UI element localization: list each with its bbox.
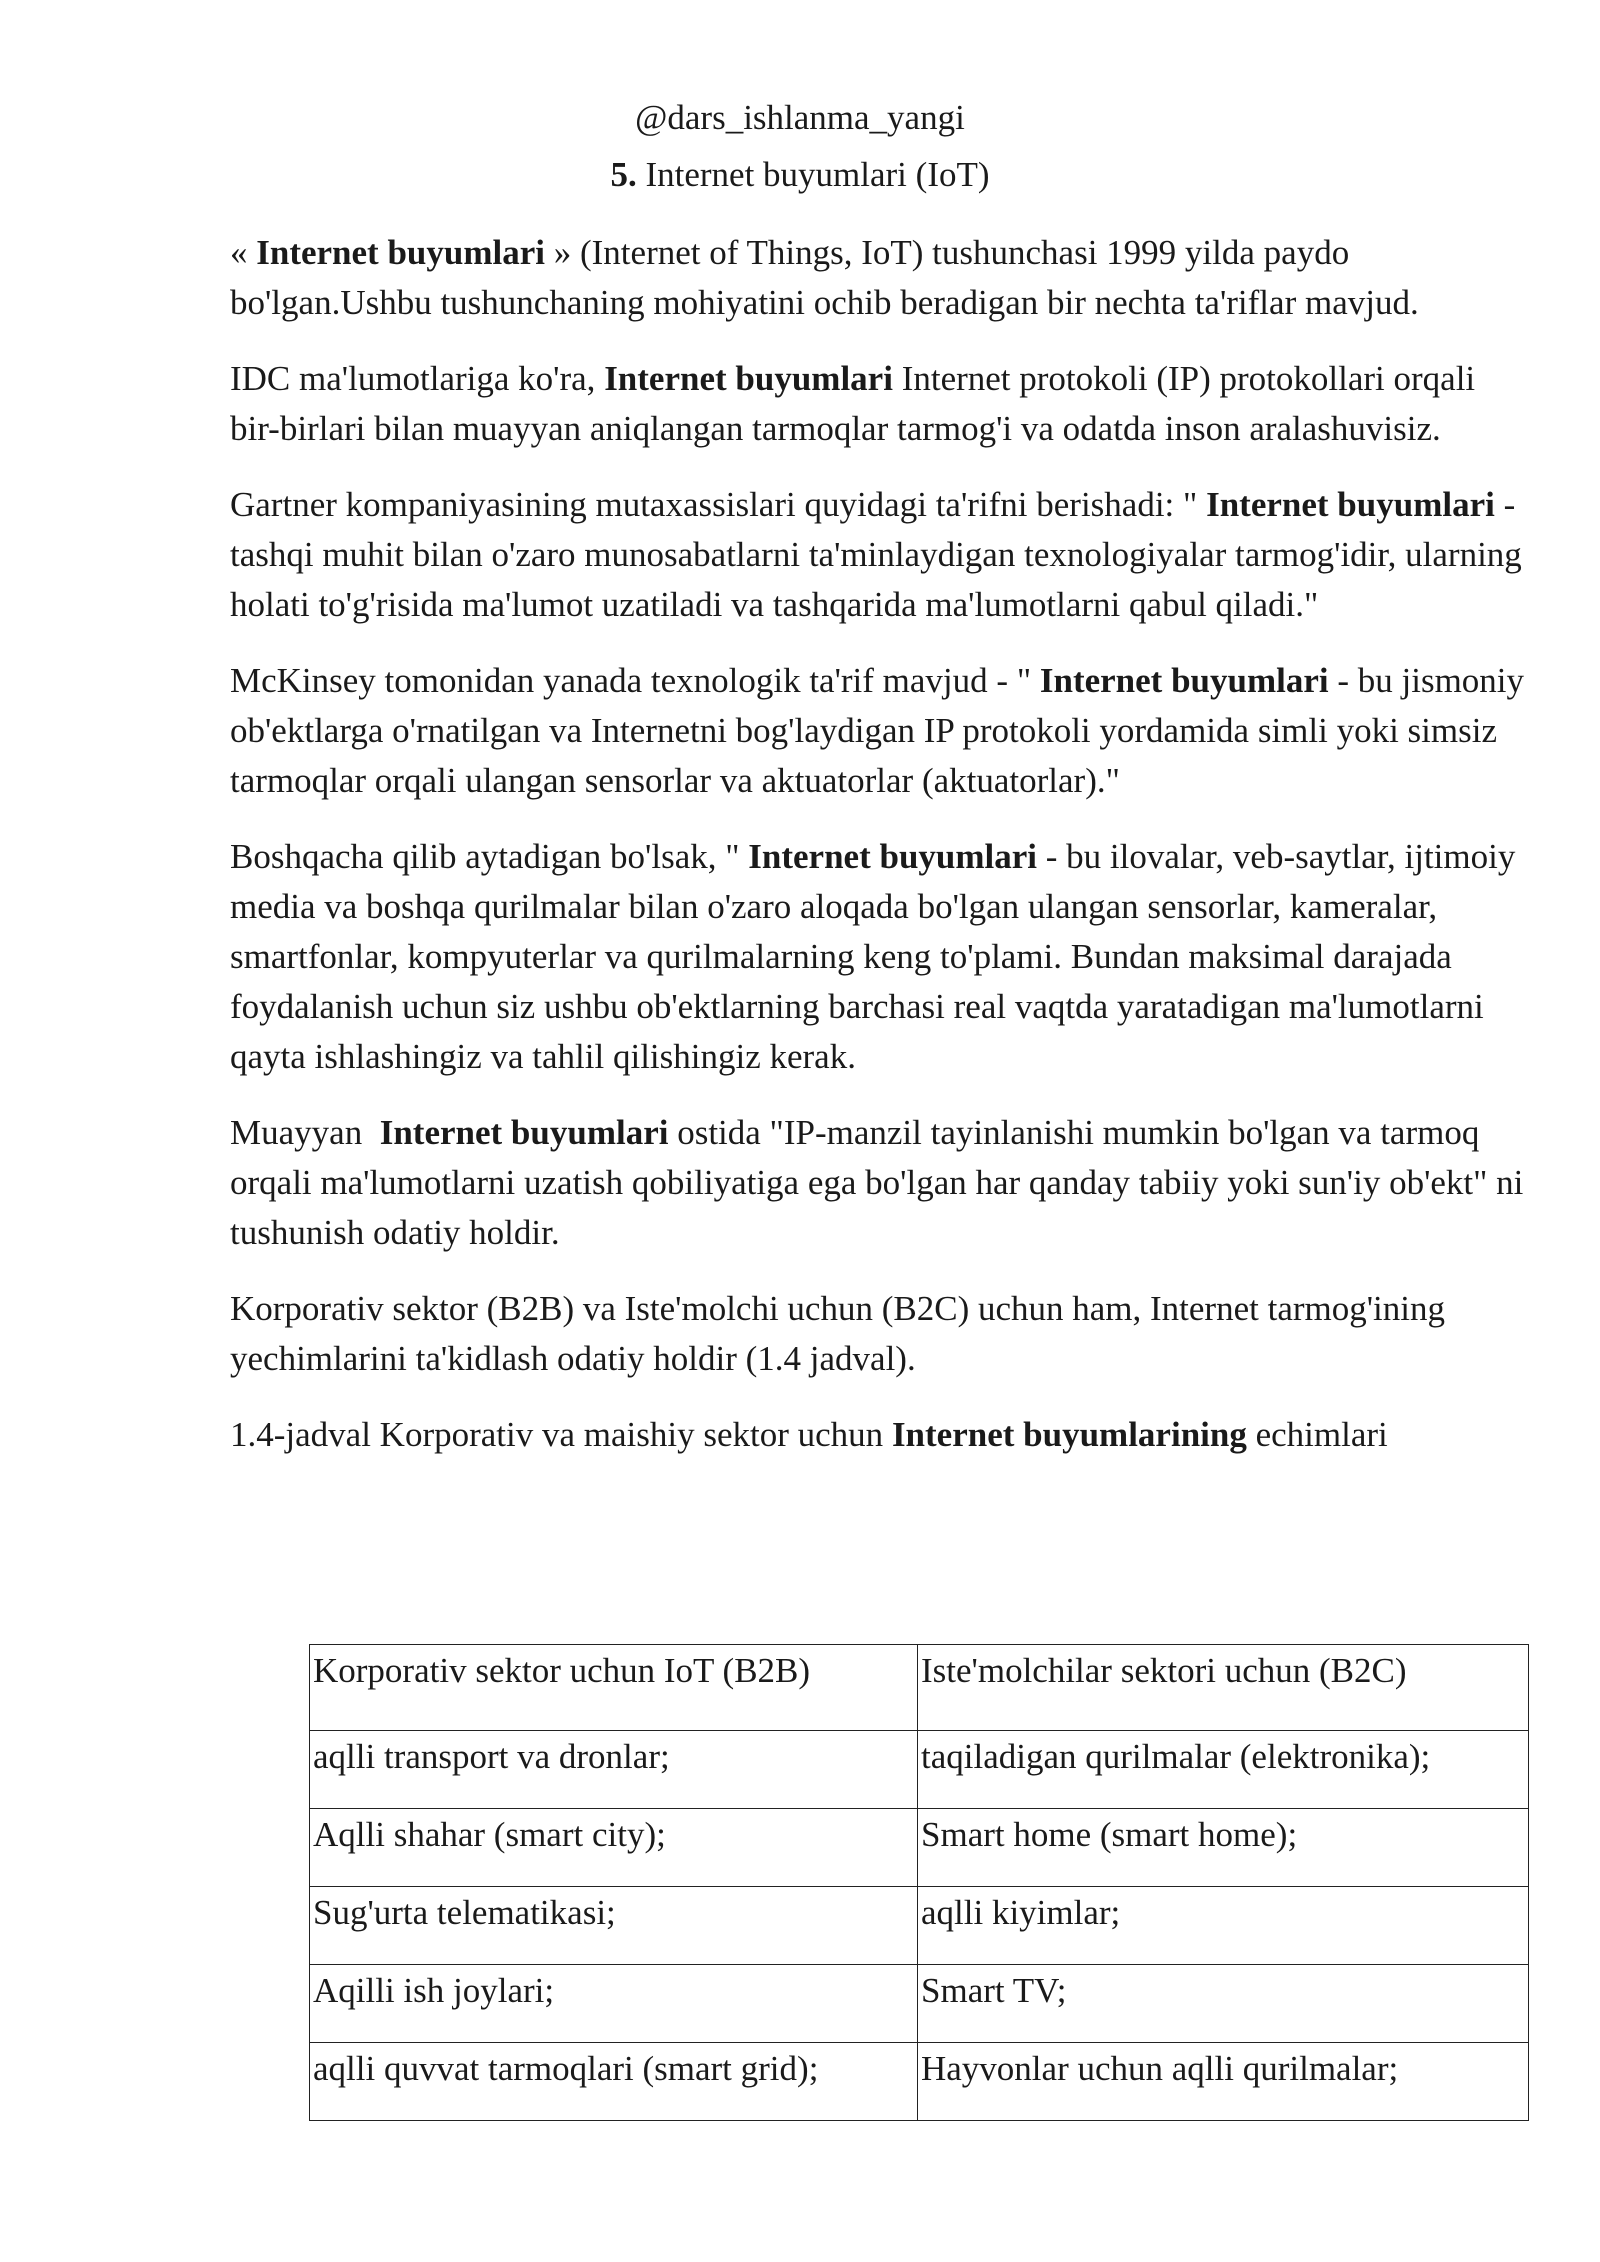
table-header-cell: Korporativ sektor uchun IoT (B2B) <box>310 1645 918 1731</box>
paragraph-text: Internet protokoli (IP) protokollari orqali bir-birlari bilan muayyan aniqlangan tarmoqlar tarmog'i va odatda inson aralashuvisiz. <box>230 359 1476 448</box>
table-cell: aqlli transport va dronlar; <box>310 1731 918 1809</box>
table-cell: Smart TV; <box>918 1965 1529 2043</box>
paragraph-text: Gartner kompaniyasining mutaxassislari quyidagi ta'rifni berishadi: " <box>230 485 1207 524</box>
iot-solutions-table <box>309 1644 1529 2121</box>
paragraph-1 <box>230 228 1530 328</box>
table-cell: Aqilli ish joylari; <box>310 1965 918 2043</box>
title-number: 5. <box>610 155 637 194</box>
document-body <box>230 228 1530 1486</box>
term-bold: Internet buyumlari <box>379 1113 669 1152</box>
caption-text: echimlari <box>1246 1415 1388 1454</box>
table-cell: Sug'urta telematikasi; <box>310 1887 918 1965</box>
open-quote: « <box>230 233 257 272</box>
table-cell: aqlli kiyimlar; <box>918 1887 1529 1965</box>
paragraph-text: - bu ilovalar, veb-saytlar, ijtimoiy media va boshqa qurilmalar bilan o'zaro aloqada bo'lgan ulangan sensorlar, kameralar, smartfonlar, kompyuterlar va qurilmalarning keng to'plami. Bundan maksimal darajada foydalanish uchun siz ushbu ob'ektlarning barchasi real vaqtda yaratadigan ma'lumotlarni qayta ishlashingiz va tahlil qilishingiz kerak. <box>230 837 1516 1076</box>
term-bold: Internet buyumlari <box>256 233 545 272</box>
paragraph-text: McKinsey tomonidan yanada texnologik ta'rif mavjud - " <box>230 661 1040 700</box>
table-header-cell: Iste'molchilar sektori uchun (B2C) <box>918 1645 1529 1731</box>
table-row <box>310 1731 1529 1809</box>
table-cell: Smart home (smart home); <box>918 1809 1529 1887</box>
paragraph-text: » (Internet of Things, IoT) tushunchasi 1999 yilda paydo bo'lgan.Ushbu tushunchaning mohiyatini ochib beradigan bir nechta ta'riflar mavjud. <box>230 233 1419 322</box>
paragraph-text: ostida "IP-manzil tayinlanishi mumkin bo'lgan va tarmoq orqali ma'lumotlarni uzatish qobiliyatiga ega bo'lgan har qanday tabiiy yoki sun'iy ob'ekt" ni tushunish odatiy holdir. <box>230 1113 1524 1252</box>
table-row <box>310 1809 1529 1887</box>
table-cell: Hayvonlar uchun aqlli qurilmalar; <box>918 2043 1529 2121</box>
table-row <box>310 1965 1529 2043</box>
term-bold: Internet buyumlari <box>1206 485 1495 524</box>
paragraph-text: IDC ma'lumotlariga ko'ra, <box>230 359 605 398</box>
title-text: Internet buyumlari (IoT) <box>636 155 990 194</box>
paragraph-text: Muayyan <box>230 1113 380 1152</box>
paragraph-text: - bu jismoniy ob'ektlarga o'rnatilgan va Internetni bog'laydigan IP protokoli yordamida simli yoki simsiz tarmoqlar orqali ulangan sensorlar va aktuatorlar (aktuatorlar)." <box>230 661 1525 800</box>
paragraph-text: Korporativ sektor (B2B) va Iste'molchi uchun (B2C) uchun ham, Internet tarmog'ining yechimlarini ta'kidlash odatiy holdir (1.4 jadval). <box>230 1289 1445 1378</box>
paragraph-4 <box>230 656 1530 806</box>
term-bold: Internet buyumlari <box>1039 661 1329 700</box>
term-bold: Internet buyumlari <box>604 359 893 398</box>
paragraph-2 <box>230 354 1530 454</box>
paragraph-5 <box>230 832 1530 1082</box>
paragraph-6 <box>230 1108 1530 1258</box>
table-header-row <box>310 1645 1529 1731</box>
table-row <box>310 1887 1529 1965</box>
paragraph-3 <box>230 480 1530 630</box>
caption-text: 1.4-jadval Korporativ va maishiy sektor uchun <box>230 1415 892 1454</box>
channel-handle: @dars_ishlanma_yangi <box>635 98 965 137</box>
table-cell: Aqlli shahar (smart city); <box>310 1809 918 1887</box>
paragraph-text: - tashqi muhit bilan o'zaro munosabatlarni ta'minlaydigan texnologiyalar tarmog'idir, ularning holati to'g'risida ma'lumot uzatiladi va tashqarida ma'lumotlarni qabul qiladi." <box>230 485 1522 624</box>
table-cell: taqiladigan qurilmalar (elektronika); <box>918 1731 1529 1809</box>
table-row <box>310 2043 1529 2121</box>
term-bold: Internet buyumlarining <box>891 1415 1247 1454</box>
term-bold: Internet buyumlari <box>748 837 1038 876</box>
table-caption <box>230 1410 1530 1460</box>
table-cell: aqlli quvvat tarmoqlari (smart grid); <box>310 2043 918 2121</box>
page-title <box>0 155 1600 195</box>
paragraph-7 <box>230 1284 1530 1384</box>
paragraph-text: Boshqacha qilib aytadigan bo'lsak, " <box>230 837 749 876</box>
